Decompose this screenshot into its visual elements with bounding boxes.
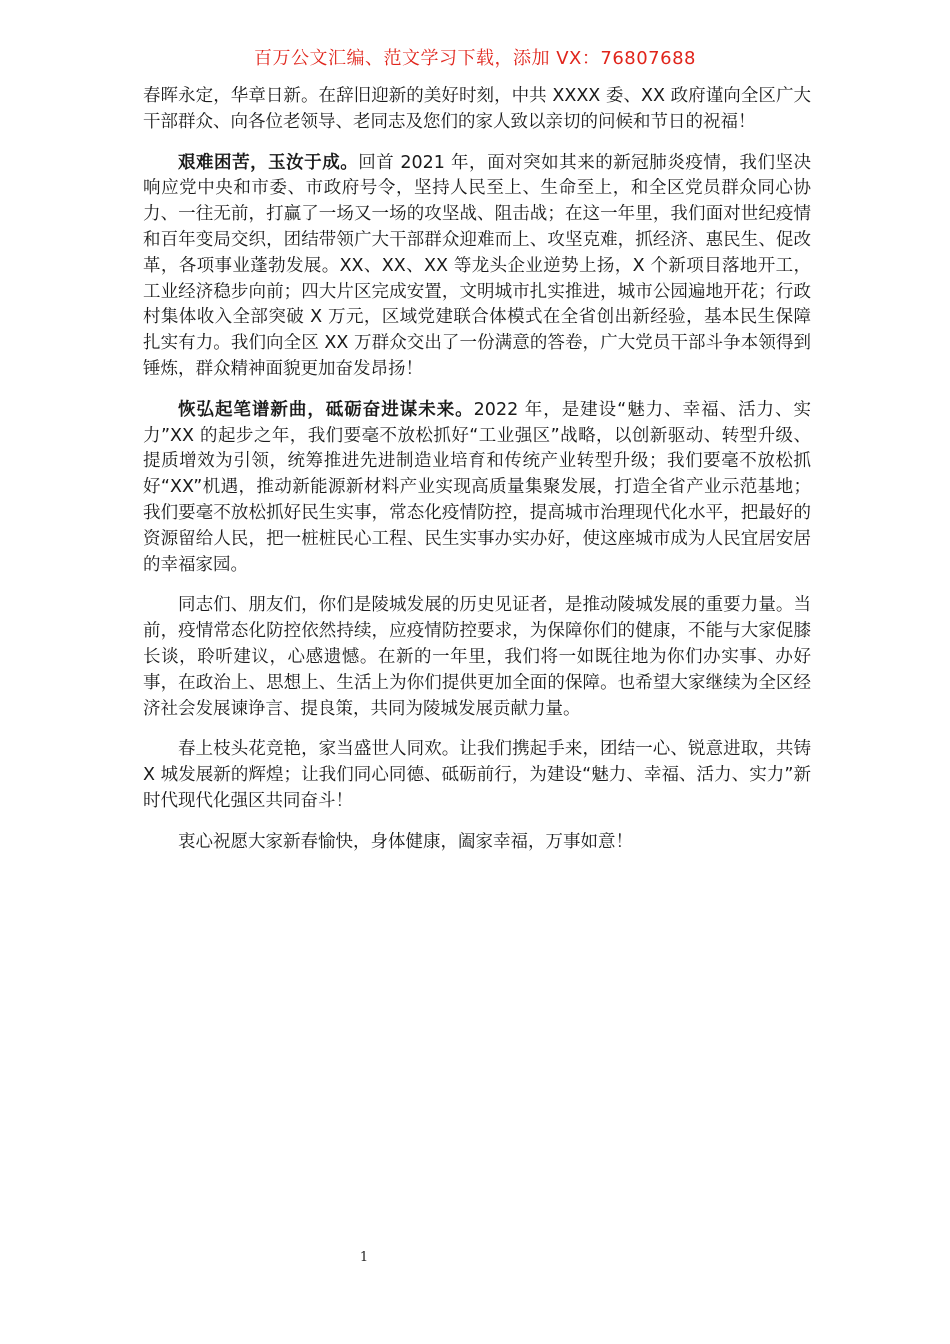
paragraph-lead: 恢弘起笔谱新曲，砥砺奋进谋未来。: [178, 399, 474, 420]
paragraph-text: 回首 2021 年，面对突如其来的新冠肺炎疫情，我们坚决响应党中央和市委、市政府号令，坚持人民至上、生命至上，和全区党员群众同心协力、一往无前，打赢了一场又一场的攻坚战、阻击战；在这一年里，我们面对世纪疫情和百年变局交织，团结带领广大干部群众迎难而上、攻坚克难，抓经济、惠民生、促改革，各项事业蓬勃发展。XX、XX、XX 等龙头企业逆势上扬，X 个新项目落地开工，工业经济稳步向前；四大片区完成安置，文明城市扎实推进，城市公园遍地开花；行政村集体收入全部突破 X 万元，区域党建联合体模式在全省创出新经验，基本民生保障扎实有力。我们向全区 XX 万群众交出了一份满意的答卷，广大党员干部斗争本领得到锤炼，群众精神面貌更加奋发昂扬！: [143, 152, 812, 379]
paragraph-call-to-action: [143, 737, 811, 814]
paragraph-address-comrades: [143, 593, 811, 722]
paragraph-closing-wishes: [143, 830, 811, 856]
paragraph-text: 衷心祝愿大家新春愉快，身体健康，阖家幸福，万事如意！: [178, 831, 633, 852]
paragraph-text: 春晖永定，华章日新。在辞旧迎新的美好时刻，中共 XXXX 委、XX 政府谨向全区广大干部群众、向各位老领导、老同志及您们的家人致以亲切的问候和节日的祝福！: [143, 86, 811, 132]
paragraph-text: 同志们、朋友们，你们是陵城发展的历史见证者，是推动陵城发展的重要力量。当前，疫情常态化防控依然持续，应疫情防控要求，为保障你们的健康，不能与大家促膝长谈，聆听建议，心感遗憾。在新的一年里，我们将一如既往地为你们办实事、办好事，在政治上、思想上、生活上为你们提供更加全面的保障。也希望大家继续为全区经济社会发展谏诤言、提良策，共同为陵城发展贡献力量。: [143, 595, 811, 719]
paragraph-review-2021: [143, 151, 811, 383]
header-banner: 百万公文汇编、范文学习下载，添加 VX：76807688: [254, 48, 696, 69]
paragraph-plan-2022: [143, 398, 811, 579]
document-body: [143, 84, 811, 871]
paragraph-text: 2022 年，是建设“魅力、幸福、活力、实力”XX 的起步之年，我们要毫不放松抓好“工业强区”战略，以创新驱动、转型升级、提质增效为引领，统筹推进先进制造业培育和传统产业转型升级；我们要毫不放松抓好“XX”机遇，推动新能源新材料产业实现高质量集聚发展，打造全省产业示范基地；我们要毫不放松抓好民生实事，常态化疫情防控，提高城市治理现代化水平，把最好的资源留给人民，把一桩桩民心工程、民生实事办实办好，使这座城市成为人民宜居安居的幸福家园。: [143, 399, 811, 575]
paragraph-greeting: [143, 84, 811, 136]
paragraph-text: 春上枝头花竞艳，家当盛世人同欢。让我们携起手来，团结一心、锐意进取，共铸 X 城发展新的辉煌；让我们同心同德、砥砺前行，为建设“魅力、幸福、活力、实力”新时代现代化强区共同奋斗！: [143, 739, 811, 811]
paragraph-lead: 艰难困苦，玉汝于成。: [178, 152, 359, 173]
page-number: 1: [359, 1250, 369, 1265]
